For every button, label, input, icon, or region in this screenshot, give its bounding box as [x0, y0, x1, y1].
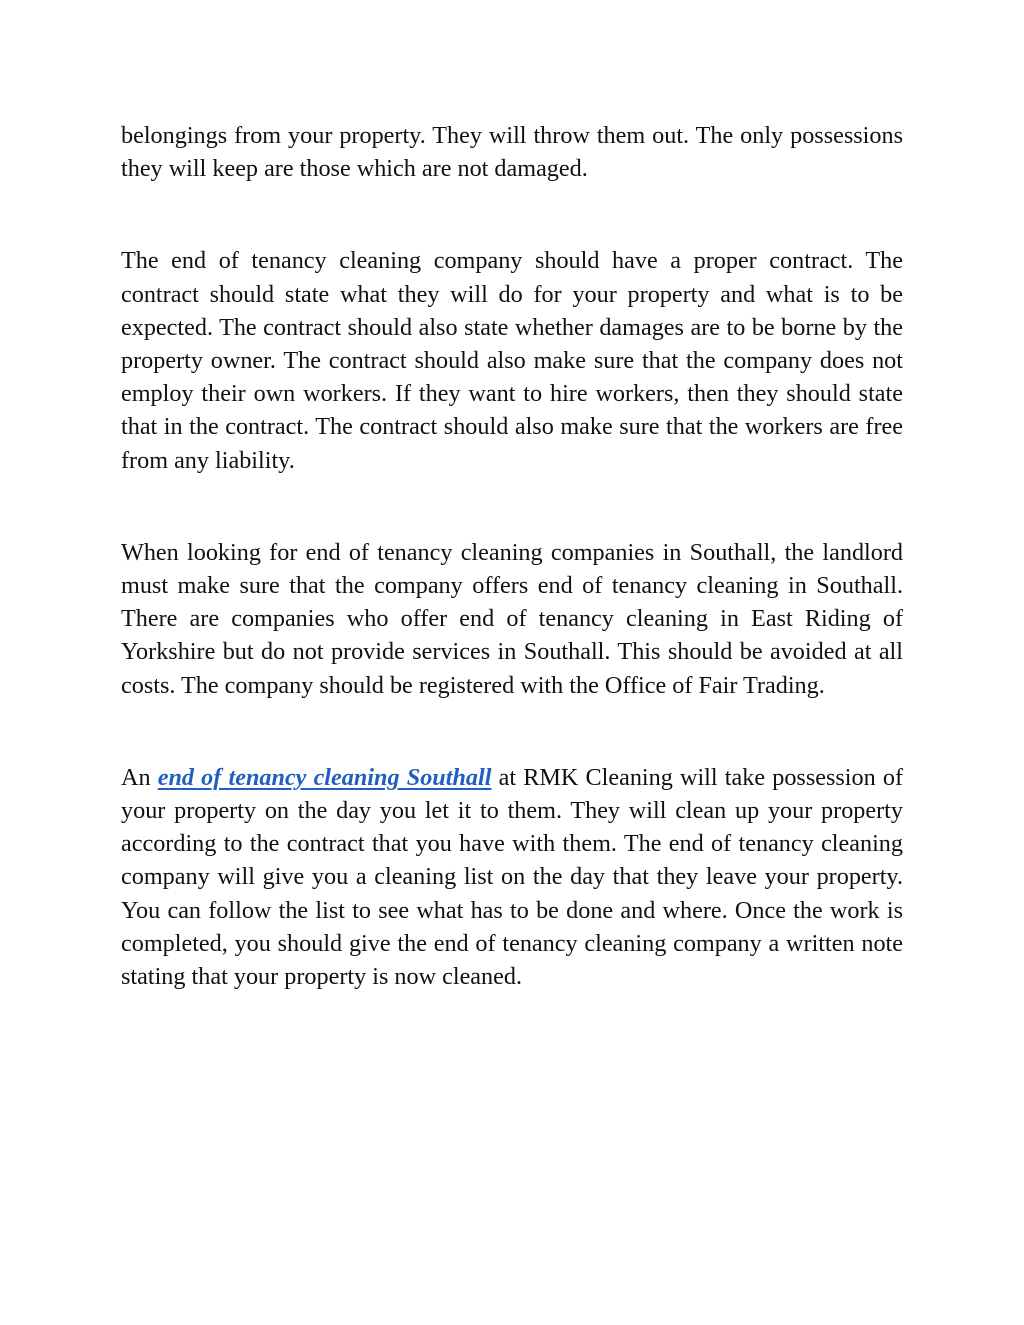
- paragraph-contract: The end of tenancy cleaning company should have a proper contract. The contract should state what they will do for your property and what is to be expected. The contract should also state whether damages are to be borne by the property owner. The contract should also make sure that the company does not employ their own workers. If they want to hire workers, then they should state that in the contract. The contract should also make sure that the workers are free from any liability.: [121, 247, 903, 474]
- paragraph-body-text: at RMK Cleaning will take possession of your property on the day you let it to them. They will clean up your property according to the contract that you have with them. The end of tenancy cleaning company will give you a cleaning list on the day that they leave your property. You can follow the list to see what has to be done and where. Once the work is completed, you should give the end of tenancy cleaning company a written note stating that your property is now cleaned.: [121, 763, 904, 991]
- document-page: [121, 119, 903, 993]
- end-of-tenancy-cleaning-link[interactable]: end of tenancy cleaning Southall: [157, 763, 492, 791]
- paragraph-belongings: belongings from your property. They will throw them out. The only possessions they will keep are those which are not damaged.: [121, 122, 903, 183]
- paragraph-lead-text: An: [121, 763, 158, 791]
- paragraph-southall: When looking for end of tenancy cleaning companies in Southall, the landlord must make sure that the company offers end of tenancy cleaning in Southall. There are companies who offer end of tenancy cleaning in East Riding of Yorkshire but do not provide services in Southall. This should be avoided at all costs. The company should be registered with the Office of Fair Trading.: [121, 538, 903, 699]
- paragraph-rmk-cleaning: [121, 761, 903, 993]
